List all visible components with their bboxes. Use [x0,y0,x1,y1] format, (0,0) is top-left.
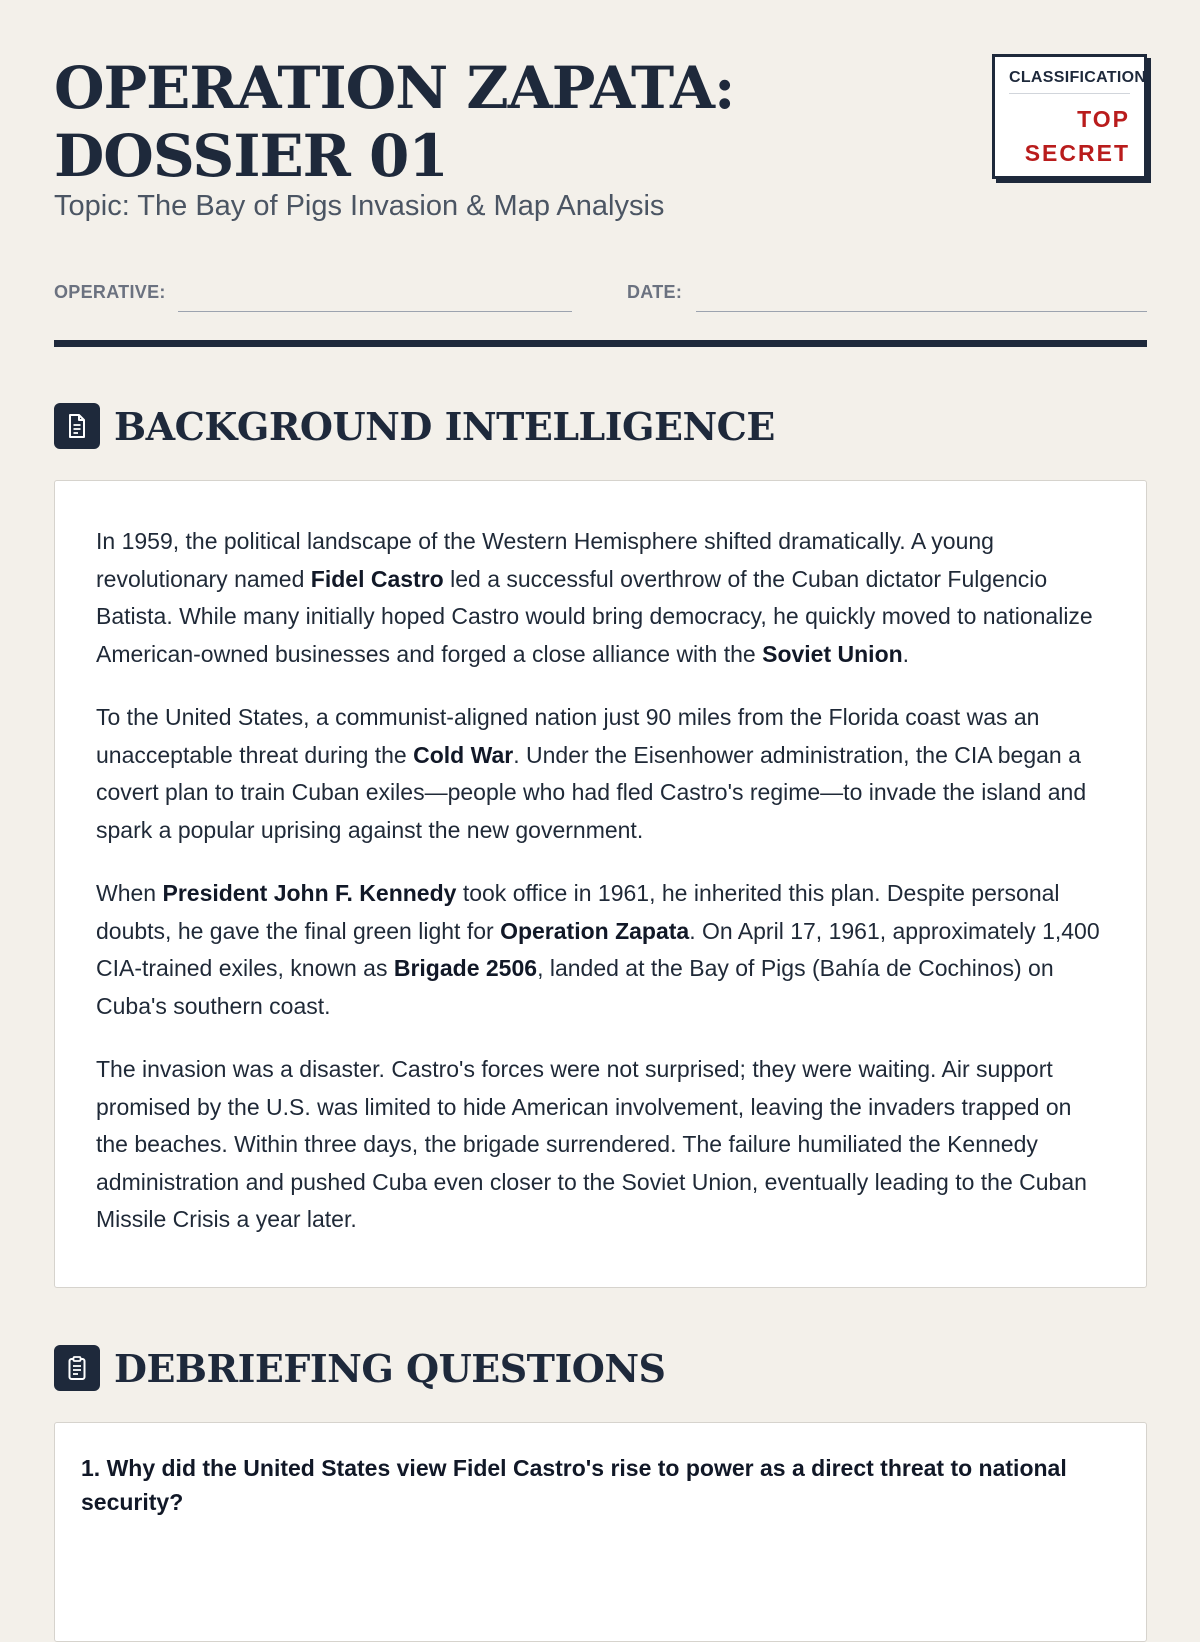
document-icon [54,403,100,449]
dossier-page [54,0,1147,1515]
clipboard-icon [54,1345,100,1391]
operative-label: OPERATIVE: [54,282,166,302]
classification-stamp [992,54,1147,179]
question-card-1[interactable] [54,1422,1147,1642]
question-1-text: 1. Why did the United States view Fidel Castro's rise to power as a direct threat to national security? [81,1455,1067,1515]
debrief-section-title: DEBRIEFING QUESTIONS [114,1345,666,1391]
intel-paragraph-1: In 1959, the political landscape of the Western Hemisphere shifted dramatically. A young revolutionary named Fidel Castro led a successful overthrow of the Cuban dictator Fulgencio Batista. While many initially hoped Castro would bring democracy, he quickly moved to nationalize American-owned businesses and forged a close alliance with the Soviet Union. [96,528,1093,667]
intel-paragraph-2: To the United States, a communist-aligned nation just 90 miles from the Florida coast was an unacceptable threat during the Cold War. Under the Eisenhower administration, the CIA began a covert plan to train Cuban exiles—people who had fled Castro's regime—to invade the island and spark a popular uprising against the new government. [96,704,1087,843]
debrief-section-header [54,1344,666,1392]
classification-value: TOP SECRET [1024,106,1130,166]
intel-paragraph-3: When President John F. Kennedy took office in 1961, he inherited this plan. Despite personal doubts, he gave the final green light for Operation Zapata. On April 17, 1961, approximately 1,400 CIA-trained exiles, known as Brigade 2506, landed at the Bay of Pigs (Bahía de Cochinos) on Cuba's southern coast. [96,880,1100,1019]
classification-label: CLASSIFICATION [1009,69,1130,94]
date-label: DATE: [627,282,683,302]
highlight-fidel-castro: Fidel Castro [310,565,444,592]
background-section-title: BACKGROUND INTELLIGENCE [114,403,775,449]
page-subtitle: Topic: The Bay of Pigs Invasion & Map Analysis [54,190,665,222]
dossier-header [54,0,1147,240]
date-field[interactable] [696,311,1147,312]
highlight-soviet-union: Soviet Union [762,640,903,667]
highlight-brigade-2506: Brigade 2506 [393,955,538,981]
highlight-cold-war: Cold War [413,741,514,768]
operative-field[interactable] [178,311,572,312]
page-title: OPERATION ZAPATA: DOSSIER 01 [54,54,735,190]
intel-paragraph-4: The invasion was a disaster. Castro's forces were not surprised; they were waiting. Air support promised by the U.S. was limited to hide American involvement, leaving the invaders trapped on the beaches. Within three days, the brigade surrendered. The failure humiliated the Kennedy administration and pushed Cuba even closer to the Soviet Union, eventually leading to the Cuban Missile Crisis a year later. [96,1056,1087,1232]
background-section-header [54,402,775,450]
operative-date-fields [54,272,1147,312]
highlight-jfk: President John F. Kennedy [162,880,457,906]
header-divider [54,340,1147,347]
highlight-operation-zapata: Operation Zapata [500,917,690,944]
background-intelligence-card [54,480,1147,1288]
